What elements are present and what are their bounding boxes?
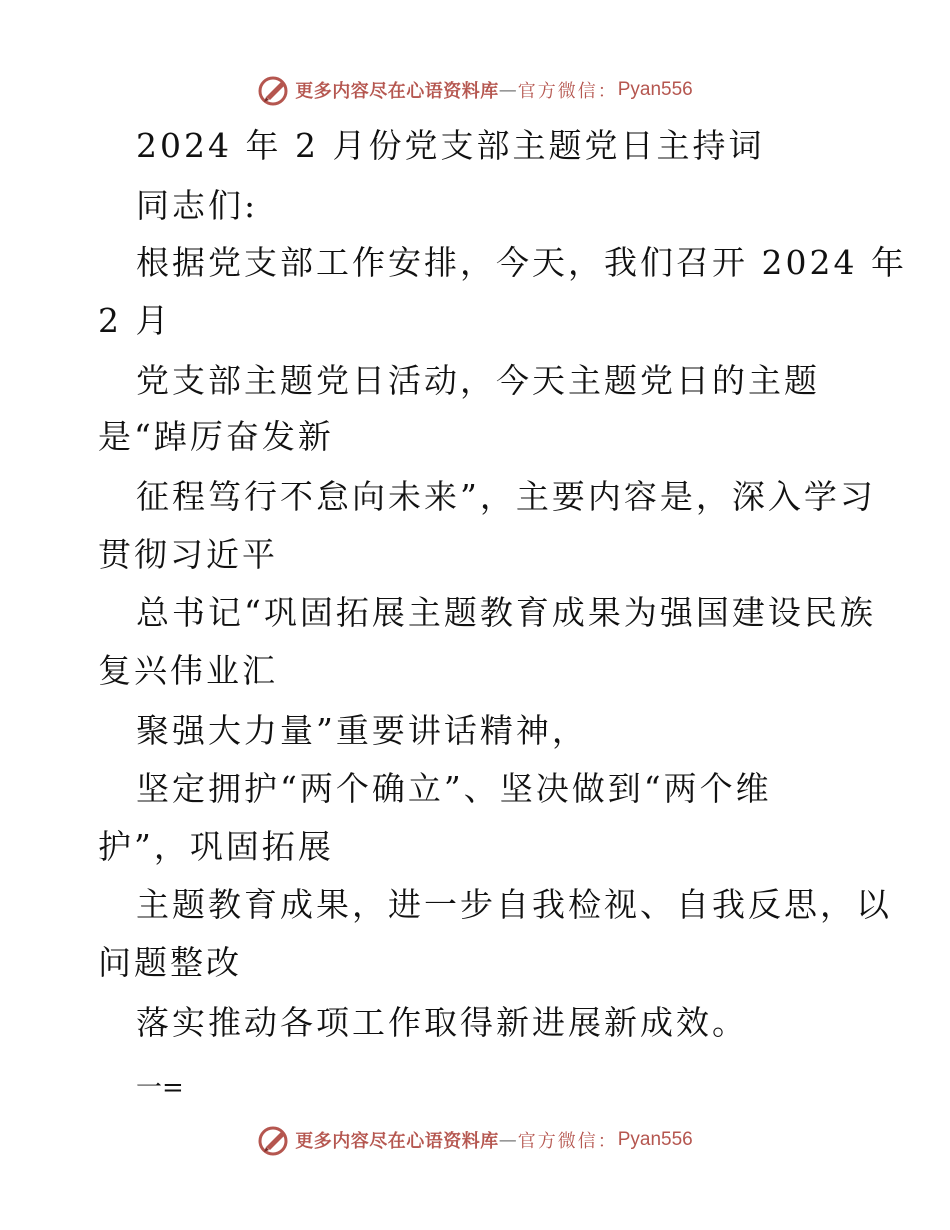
banner-main-text: 更多内容尽在心语资料库 <box>295 81 499 102</box>
pen-logo-icon <box>257 73 291 107</box>
pen-logo-icon <box>257 1123 291 1157</box>
document-line: 复兴伟业汇 <box>98 651 278 690</box>
section-mark: 一= <box>136 1073 184 1103</box>
document-line: 聚强大力量”重要讲话精神， <box>136 711 588 750</box>
banner-main-text: 更多内容尽在心语资料库 <box>295 1131 499 1152</box>
banner-wechat-label: 官方微信： <box>517 81 618 102</box>
banner-wechat-id: Pyan556 <box>617 79 693 100</box>
document-line: 护”，巩固拓展 <box>98 827 334 866</box>
footer-banner <box>0 1120 950 1160</box>
banner-separator: — <box>498 79 518 101</box>
document-line: 主题教育成果，进一步自我检视、自我反思，以 <box>136 885 892 924</box>
document-line: 问题整改 <box>98 943 242 982</box>
document-title: 2024 年 2 月份党支部主题党日主持词 <box>136 126 765 165</box>
banner-separator: — <box>498 1129 518 1151</box>
header-banner <box>0 70 950 110</box>
document-line: 征程笃行不怠向未来”，主要内容是，深入学习 <box>136 477 876 516</box>
document-line: 党支部主题党日活动，今天主题党日的主题 <box>136 361 820 400</box>
banner-wechat-label: 官方微信： <box>517 1131 618 1152</box>
document-line: 坚定拥护“两个确立”、坚决做到“两个维 <box>136 769 772 808</box>
document-line: 是“踔厉奋发新 <box>98 417 334 456</box>
document-line: 落实推动各项工作取得新进展新成效。 <box>136 1003 748 1042</box>
document-line: 贯彻习近平 <box>98 535 278 574</box>
document-line: 同志们: <box>136 186 259 225</box>
document-line: 总书记“巩固拓展主题教育成果为强国建设民族 <box>136 593 876 632</box>
banner-wechat-id: Pyan556 <box>617 1129 693 1150</box>
document-line: 2 月 <box>98 301 172 340</box>
document-line: 根据党支部工作安排，今天，我们召开 2024 年 <box>136 243 907 282</box>
